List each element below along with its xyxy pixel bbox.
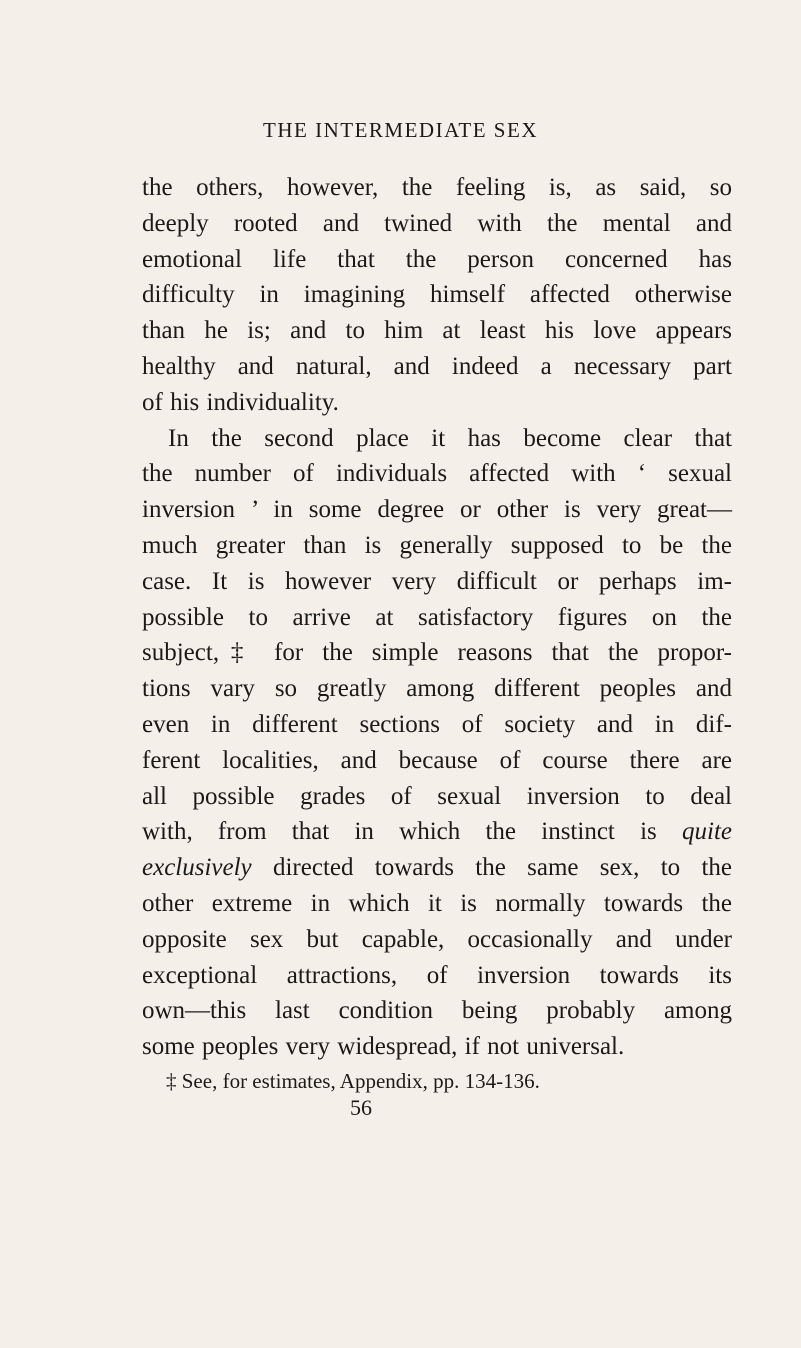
text-line: emotional life that the person concerned has <box>142 245 732 273</box>
text-line: much greater than is generally supposed to be the <box>142 531 732 559</box>
page-number: 56 <box>350 1095 372 1120</box>
text-line: deeply rooted and twined with the mental and <box>142 209 732 237</box>
text-line: even in different sections of society and in dif- <box>142 710 732 738</box>
italic-word: exclusively <box>142 854 252 882</box>
text-line: ferent localities, and because of course there are <box>142 746 732 774</box>
text-line: difficulty in imagining himself affected otherwise <box>142 281 732 309</box>
text-line: possible to arrive at satisfactory figures on the <box>142 603 732 631</box>
text-line: all possible grades of sexual inversion to deal <box>142 782 732 810</box>
text-line: tions vary so greatly among different peoples and <box>142 675 732 703</box>
text-line: case. It is however very difficult or perhaps im- <box>142 567 732 595</box>
running-head: THE INTERMEDIATE SEX <box>263 118 538 142</box>
text-line: exceptional attractions, of inversion towards its <box>142 961 732 989</box>
text-line-with-italic <box>142 850 732 886</box>
text-line: some peoples very widespread, if not universal. <box>142 1033 625 1061</box>
footnote: ‡ See, for estimates, Appendix, pp. 134-136. <box>166 1069 540 1093</box>
text-line: subject,‡ for the simple reasons that the propor- <box>142 639 732 667</box>
text-line: healthy and natural, and indeed a necessary part <box>142 352 732 380</box>
text-line: inversion ’ in some degree or other is very great— <box>142 496 732 524</box>
italic-word: quite <box>682 818 732 846</box>
text-line: of his individuality. <box>142 388 339 416</box>
text-line: the number of individuals affected with ‘ sexual <box>142 460 732 488</box>
text-line: than he is; and to him at least his love appears <box>142 317 732 345</box>
text-line: own—this last condition being probably among <box>142 997 732 1025</box>
text-line: In the second place it has become clear that <box>168 424 732 452</box>
text-line-with-italic <box>142 814 732 850</box>
text-line: the others, however, the feeling is, as said, so <box>142 174 732 201</box>
body-text <box>142 170 732 1065</box>
text-line: other extreme in which it is normally towards the <box>142 889 732 917</box>
text-segment: directed towards the same sex, to the <box>272 854 733 882</box>
text-line: opposite sex but capable, occasionally and under <box>142 925 732 953</box>
text-segment: with, from that in which the instinct is <box>142 818 657 846</box>
